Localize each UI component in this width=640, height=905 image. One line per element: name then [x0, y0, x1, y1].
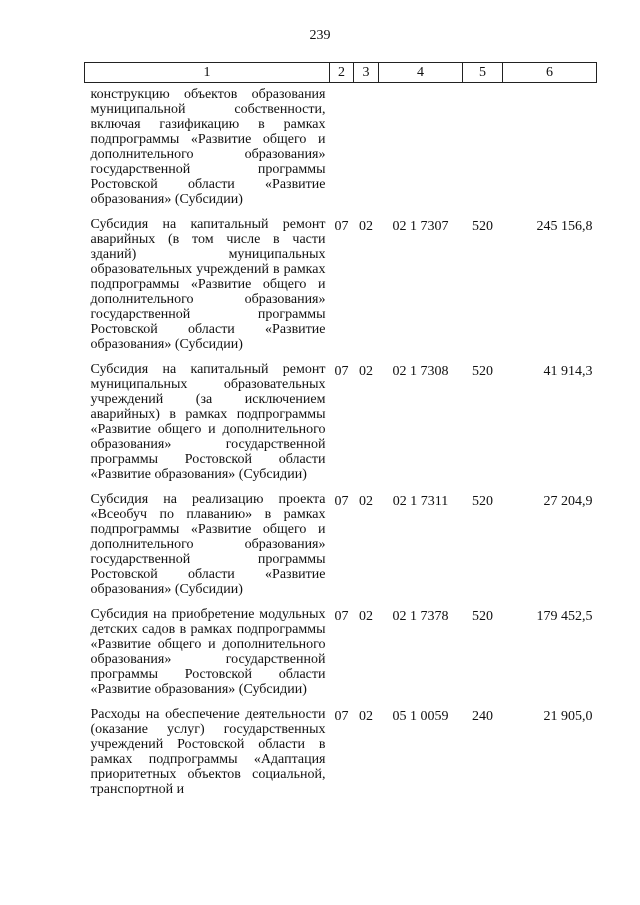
row-target-article-code: 02 1 7307 [392, 219, 449, 234]
row-amount: 245 156,8 [536, 219, 593, 234]
row-amount: 21 905,0 [543, 709, 593, 724]
row-expense-type-code [463, 83, 503, 218]
column-header-1: 1 [85, 63, 330, 83]
row-description: Субсидия на реализацию проекта «Всеобуч по плаванию» в рамках подпрограммы «Развитие общего и дополнительного образования» государственной программы Ростовской области «Развитие образования» (Субсидии) [90, 492, 326, 597]
row-target-article-code: 05 1 0059 [392, 709, 449, 724]
column-header-5: 5 [463, 63, 503, 83]
column-header-2: 2 [330, 63, 354, 83]
table-row [85, 362, 597, 492]
row-section-code: 07 [334, 494, 349, 509]
row-subsection-code [354, 83, 379, 218]
row-expense-type-code: 520 [472, 219, 493, 234]
row-section-code: 07 [334, 709, 349, 724]
row-expense-type-code: 240 [472, 709, 493, 724]
row-amount: 41 914,3 [543, 364, 593, 379]
row-target-article-code: 02 1 7308 [392, 364, 449, 379]
row-description: Субсидия на капитальный ремонт муниципальных образовательных учреждений (за исключением аварийных) в рамках подпрограммы «Развитие общего и дополнительного образования» государственной программы Ростовской области «Развитие образования» (Субсидии) [90, 362, 326, 482]
budget-table [84, 62, 597, 807]
row-expense-type-code: 520 [472, 364, 493, 379]
row-amount: 179 452,5 [536, 609, 593, 624]
table-row [85, 492, 597, 607]
row-target-article-code: 02 1 7378 [392, 609, 449, 624]
column-number-header-row [85, 63, 597, 83]
row-target-article-code: 02 1 7311 [392, 494, 449, 509]
row-subsection-code: 02 [359, 494, 373, 509]
row-description: Расходы на обеспечение деятельности (оказание услуг) государственных учреждений Ростовской области в рамках подпрограммы «Адаптация приоритетных объектов социальной, транспортной и [90, 707, 326, 797]
table-row [85, 607, 597, 707]
row-subsection-code: 02 [359, 709, 373, 724]
row-subsection-code: 02 [359, 219, 373, 234]
row-target-article-code [379, 83, 463, 218]
row-subsection-code: 02 [359, 609, 373, 624]
table-row [85, 707, 597, 807]
row-expense-type-code: 520 [472, 609, 493, 624]
table-row [85, 217, 597, 362]
row-expense-type-code: 520 [472, 494, 493, 509]
row-section-code: 07 [334, 609, 349, 624]
row-section-code [330, 83, 354, 218]
row-description: конструкцию объектов образования муниципальной собственности, включая газификацию в рамках подпрограммы «Развитие общего и дополнительного образования» государственной программы Ростовской области «Развитие образования» (Субсидии) [90, 87, 326, 207]
column-header-6: 6 [503, 63, 597, 83]
row-description: Субсидия на приобретение модульных детских садов в рамках подпрограммы «Развитие общего и дополнительного образования» государственной программы Ростовской области «Развитие образования» (Субсидии) [90, 607, 326, 697]
row-amount: 27 204,9 [543, 494, 593, 509]
row-section-code: 07 [334, 219, 349, 234]
row-section-code: 07 [334, 364, 349, 379]
column-header-4: 4 [379, 63, 463, 83]
row-description: Субсидия на капитальный ремонт аварийных (в том числе в части зданий) муниципальных образовательных учреждений в рамках подпрограммы «Развитие общего и дополнительного образования» государственной программы Ростовской области «Развитие образования» (Субсидии) [90, 217, 326, 352]
table-row [85, 83, 597, 218]
row-amount [503, 83, 597, 218]
column-header-3: 3 [354, 63, 379, 83]
page-number: 239 [309, 28, 331, 43]
row-subsection-code: 02 [359, 364, 373, 379]
